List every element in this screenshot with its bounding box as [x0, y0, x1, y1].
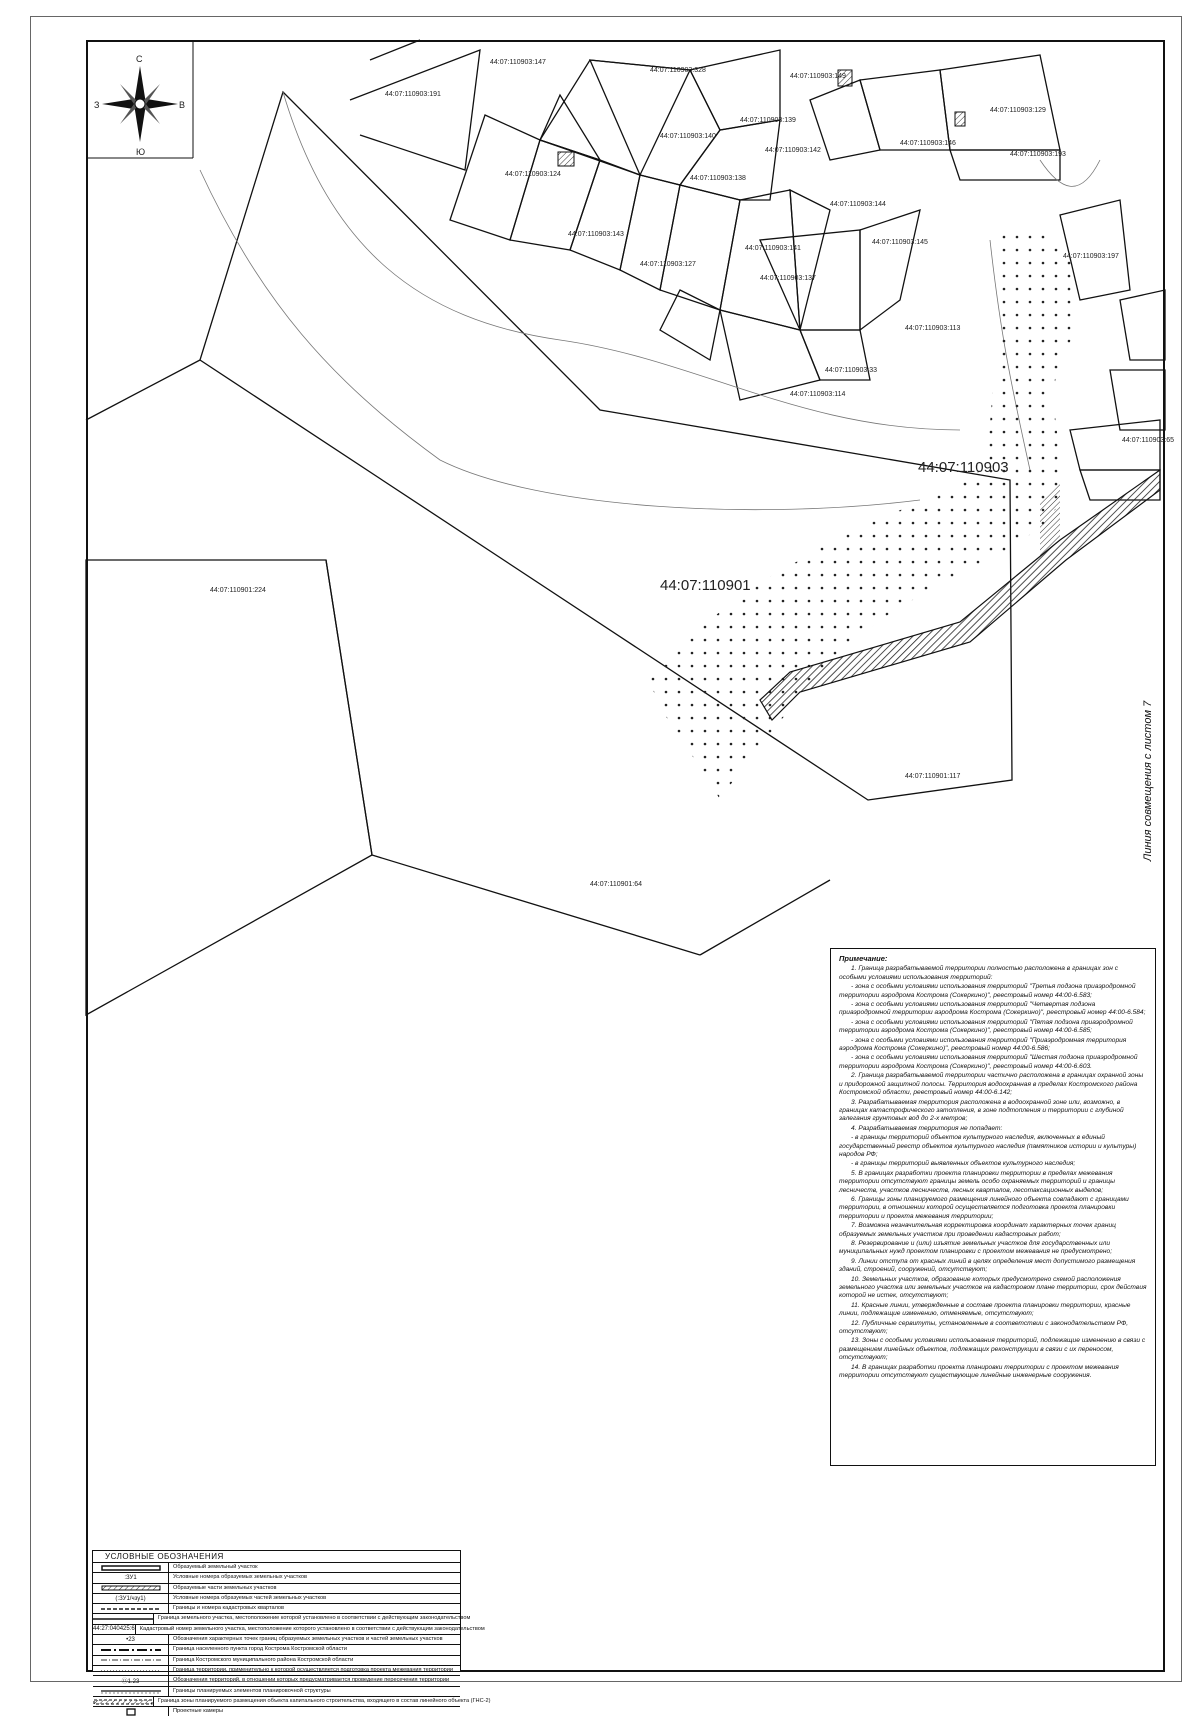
legend-text: Граница территории, применительно к которой осуществляется подготовка проекта межевания территории — [173, 1666, 454, 1673]
parcel-label: 44:07:110903:113 — [905, 325, 961, 332]
notes-item: - зона с особыми условиями использования территорий "Шестая подзона приаэродромной территории аэродрома Кострома (Сокеркино)", реестровый номер 44:00-6.603. — [839, 1054, 1138, 1070]
legend-row — [93, 1625, 485, 1635]
compass-south-label: Ю — [136, 147, 146, 157]
notes-item: 9. Линии отступа от красных линий в целях определения мест допустимого размещения зданий, строений, сооружений, отсутствуют; — [839, 1257, 1136, 1274]
parcel-label: 44:07:110903:197 — [1063, 253, 1119, 260]
notes-item: - зона с особыми условиями использования территорий "Пятая подзона приаэродромной территории аэродрома Кострома (Сокеркино)", реестровый номер 44:00-6.585; — [839, 1018, 1133, 1035]
legend-text: Образуемые части земельных участков — [173, 1584, 277, 1591]
legend-text: Граница земельного участка, местоположение которой установлено в соответствии с действующим законодательством — [158, 1615, 471, 1622]
legend-symbol: 44:27:040425:6 — [93, 1626, 135, 1633]
legend-symbol — [93, 1666, 169, 1675]
parcel-label: 44:07:110903:33 — [825, 367, 878, 374]
legend-row — [93, 1707, 460, 1716]
legend-text: Кадастровый номер земельного участка, местоположение которого установлено в соответствии с действующим законодательством — [139, 1625, 485, 1632]
parcel-label: 44:07:110903:143 — [568, 231, 624, 238]
notes-item: 7. Возможна незначительная корректировка координат характерных точек границ образуемых земельных участков при проведении кадастровых работ; — [839, 1222, 1116, 1238]
parcel-label: 44:07:110901:64 — [590, 881, 643, 888]
parcel-label: 44:07:110903:129 — [990, 107, 1046, 114]
legend-symbol: •23 — [93, 1635, 169, 1644]
legend-text: Граница населенного пункта город Кострома Костромской области — [173, 1646, 347, 1653]
parcel-label: 44:07:110903:191 — [385, 91, 441, 98]
legend-row — [93, 1604, 460, 1614]
legend-symbol — [93, 1656, 169, 1665]
legend-text: Проектные камеры — [173, 1708, 223, 1715]
legend-row — [93, 1666, 460, 1676]
notes-item: 8. Резервирование и (или) изъятие земельных участков для государственных или муниципальных нужд проектом планировки с проектом межевания не предусмотрено; — [839, 1240, 1113, 1256]
notes-panel — [830, 948, 1156, 1466]
notes-item: 12. Публичные сервитуты, установленные в соответствии с законодательством РФ, отсутствуют; — [839, 1319, 1129, 1336]
dotted-territory — [650, 229, 1080, 800]
notes-item: 2. Граница разрабатываемой территории частично расположена в границах охранной зоны и придорожной защитной полосы. Территория водоохранная в пределах Костромского района Костромской области, реестровый номер 44:00-6.142; — [839, 1072, 1144, 1097]
legend-symbol — [93, 1584, 169, 1593]
parcel-label: 44:07:110903:65 — [1122, 437, 1175, 444]
legend-text: Образуемый земельный участок — [173, 1563, 258, 1570]
notes-item: 5. В границах разработки проекта планировки территории в пределах межевания территории отсутствуют границы земель особо охраняемых территорий и границы лесничеств, участков лесничеств, лесных кварталов, лесотаксационных выделов; — [839, 1169, 1115, 1194]
notes-item: - зона с особыми условиями использования территорий "Четвертая подзона приаэродромной территории аэродрома Кострома (Сокеркино)", реестровый номер 44:00-6.584; — [839, 1001, 1146, 1017]
parcel-label: 44:07:110903:149 — [790, 73, 846, 80]
parcel-label: 44:07:110901:224 — [210, 587, 266, 594]
compass-west-label: З — [94, 100, 100, 110]
compass-east-label: В — [179, 100, 186, 110]
legend-table — [92, 1550, 491, 1715]
parcel-label: 44:07:110903:141 — [745, 245, 801, 252]
parcel-label: 44:07:110903:146 — [900, 140, 956, 147]
legend-row — [93, 1614, 471, 1624]
notes-item: 6. Границы зоны планируемого размещения линейного объекта совпадают с границами территории, в отношении которой осуществляется подготовка проекта планировки территории и проекта межевания территории; — [839, 1195, 1129, 1220]
parcel-label: 44:07:110903:114 — [790, 391, 846, 398]
legend-row — [93, 1656, 460, 1666]
notes-item: 13. Зоны с особыми условиями использования территорий, подлежащие изменению в связи с размещением линейных объектов, подлежащих реконструкции в связи с их переносом, отсутствуют; — [839, 1337, 1146, 1362]
notes-item: - зона с особыми условиями использования территорий "Приаэродромная территория аэродрома Кострома (Сокеркино)", реестровый номер 44:00-6.586; — [839, 1036, 1127, 1053]
parcel-label: 44:07:110903:145 — [872, 239, 928, 246]
legend-row — [93, 1563, 460, 1573]
legend-text: Граница Костромского муниципального района Костромской области — [173, 1656, 354, 1663]
legend-text: Граница зоны планируемого размещения объекта капитального строительства, входящего в состав линейного объекта (ГНС-2) — [158, 1697, 491, 1704]
notes-item: - зона с особыми условиями использования территорий "Третья подзона приаэродромной территории аэродрома Кострома (Сокеркино)", реестровый номер 44:00-6.583; — [839, 983, 1136, 999]
notes-item: 10. Земельных участков, образование которых предусмотрено схемой расположения земельного участка или земельных участков на кадастровом плане территории, срок действия которой не истек, отсутствуют; — [839, 1275, 1147, 1300]
parcel-label: 44:07:110903:328 — [650, 67, 706, 74]
legend-text: Обозначения характерных точек границ образуемых земельных участков и частей земельных участков — [173, 1636, 443, 1643]
legend-row — [93, 1687, 460, 1697]
notes-item: 1. Граница разрабатываемой территории полностью расположена в границах зон с особыми условиями использования территорий: — [839, 965, 1119, 981]
notes-item: 11. Красные линии, утвержденные в составе проекта планировки территории, красные линии, подлежащие изменению, отменяемые, отсутствуют; — [839, 1301, 1131, 1318]
sheet-junction-note — [1138, 700, 1158, 870]
parcel-label: 44:07:110903:140 — [660, 133, 716, 140]
legend-symbol — [93, 1687, 169, 1696]
legend-row — [93, 1676, 460, 1686]
notes-item: - в границы территорий выявленных объектов культурного наследия; — [851, 1160, 1076, 1168]
notes-item: 14. В границах разработки проекта планировки территории с проектом межевания территории отсутствуют существующие линейные инженерные сооружения. — [839, 1363, 1119, 1380]
notes-item: 4. Разрабатываемая территория не попадает: — [851, 1124, 1003, 1132]
legend-text: Границы планируемых элементов планировочной структуры — [173, 1687, 331, 1694]
legend-row — [93, 1573, 460, 1583]
legend-symbol: :ЗУ1 — [93, 1573, 169, 1582]
quarter-label-middle: 44:07:110901 — [660, 577, 751, 594]
parcel-label: 44:07:110903:127 — [640, 261, 696, 268]
notes-title: Примечание: — [839, 954, 888, 963]
notes-item: 3. Разрабатываемая территория расположена в водоохранной зоне или, возможно, в границах катастрофического затопления, в зоне подтопления и территории с глубиной залегания грунтовых вод до 2-х метров; — [839, 1098, 1124, 1123]
legend-title: УСЛОВНЫЕ ОБОЗНАЧЕНИЯ — [93, 1551, 460, 1563]
parcel-label: 44:07:110903:142 — [765, 147, 821, 154]
compass-north-label: С — [136, 54, 143, 64]
legend-row — [93, 1594, 460, 1604]
parcel-label: 44:07:110901:117 — [905, 773, 961, 780]
quarter-label-upper: 44:07:110903 — [918, 459, 1009, 476]
legend-symbol — [93, 1697, 154, 1706]
legend-symbol — [93, 1563, 169, 1572]
parcel-label: 44:07:110903:124 — [505, 171, 561, 178]
legend-symbol — [93, 1604, 169, 1613]
legend-symbol — [93, 1707, 169, 1716]
parcel-label: 44:07:110903:139 — [740, 117, 796, 124]
sheet-junction-label: Линия совмещения с листом 7 — [1142, 700, 1154, 862]
legend-symbol: (:ЗУ1/чзу1) — [93, 1594, 169, 1603]
parcel-label: 44:07:110903:137 — [760, 275, 816, 282]
legend-text: Обозначения территорий, в отношении которых предусматривается проведение пересечения территории — [173, 1677, 450, 1684]
legend-symbol — [93, 1614, 154, 1623]
legend-row — [93, 1635, 460, 1645]
parcel-label: 44:07:110903:138 — [690, 175, 746, 182]
legend-text: Условные номера образуемых земельных участков — [173, 1574, 307, 1581]
parcel-label: 44:07:110903:144 — [830, 201, 886, 208]
notes-item: - в границы территорий объектов культурного наследия, включенных в единый государственный реестр объектов культурного наследия (памятников истории и культуры) народов РФ; — [839, 1134, 1137, 1158]
legend-text: Границы и номера кадастровых кварталов — [173, 1605, 284, 1612]
legend-symbol — [93, 1645, 169, 1654]
legend-row — [93, 1697, 491, 1707]
legend-row — [93, 1645, 460, 1655]
parcel-label: 44:07:110903:147 — [490, 59, 546, 66]
legend-row — [93, 1584, 460, 1594]
legend-symbol: Ⓞ1.23 — [93, 1676, 169, 1685]
legend-text: Условные номера образуемых частей земельных участков — [173, 1594, 327, 1601]
parcel-label: 44:07:110903:193 — [1010, 151, 1066, 158]
